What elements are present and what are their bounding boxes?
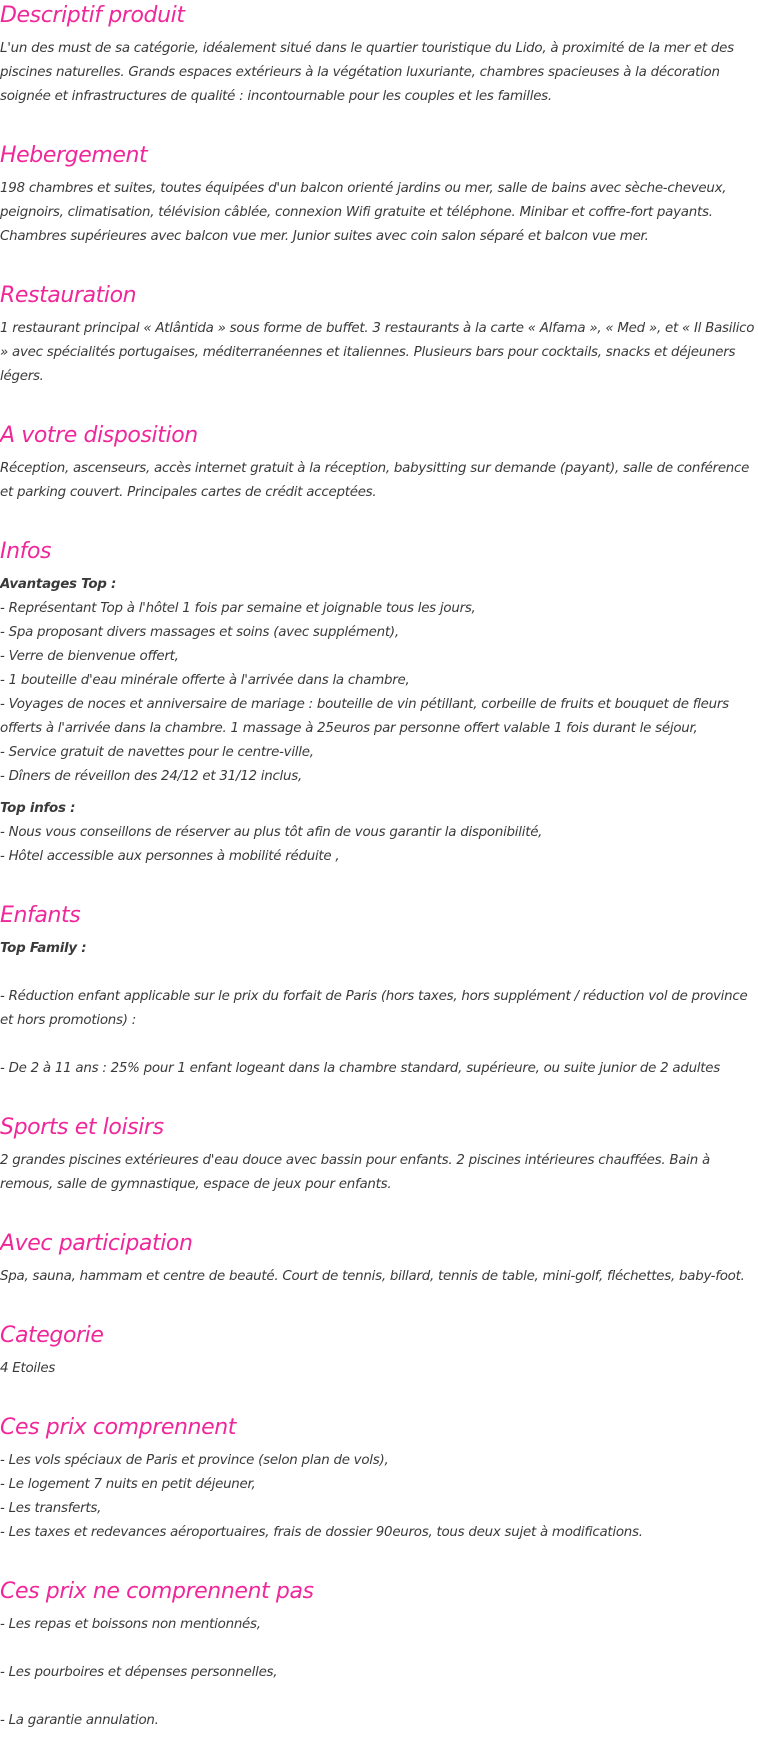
section-categorie [0, 1321, 756, 1381]
restauration-text: 1 restaurant principal « Atlântida » sous forme de buffet. 3 restaurants à la carte « Alfama », « Med », et « Il Basilico » avec spécialités portugaises, méditerranéennes et italiennes. Plusieurs bars pour cocktails, snacks et déjeuners légers. [0, 321, 755, 384]
section-enfants [0, 901, 756, 1081]
section-title-ne-comprennent: Ces prix ne comprennent pas [0, 1579, 314, 1604]
section-restauration [0, 281, 756, 389]
enfants-reduction: - Réduction enfant applicable sur le prix du forfait de Paris (hors taxes, hors supplément / réduction vol de province et hors promotions) : [0, 989, 748, 1028]
section-title-categorie: Categorie [0, 1323, 104, 1348]
section-title-hebergement: Hebergement [0, 143, 148, 168]
ne-comprennent-item: - La garantie annulation. [0, 1713, 159, 1728]
top-info-item: - Nous vous conseillons de réserver au plus tôt afin de vous garantir la disponibilité, [0, 825, 543, 840]
enfants-ages: - De 2 à 11 ans : 25% pour 1 enfant logeant dans la chambre standard, supérieure, ou suite junior de 2 adultes [0, 1061, 720, 1076]
section-title-enfants: Enfants [0, 903, 81, 928]
avantages-label: Avantages Top : [0, 577, 117, 592]
comprennent-item: - Le logement 7 nuits en petit déjeuner, [0, 1477, 256, 1492]
avantage-item: - Service gratuit de navettes pour le centre-ville, [0, 745, 314, 760]
section-title-sports: Sports et loisirs [0, 1115, 164, 1140]
section-title-descriptif: Descriptif produit [0, 3, 185, 28]
avantage-item: - Spa proposant divers massages et soins (avec supplément), [0, 625, 399, 640]
ne-comprennent-item: - Les repas et boissons non mentionnés, [0, 1617, 261, 1632]
descriptif-text: L'un des must de sa catégorie, idéalement situé dans le quartier touristique du Lido, à proximité de la mer et des piscines naturelles. Grands espaces extérieurs à la végétation luxuriante, chambres spacieuses à la décoration soignée et infrastructures de qualité : incontournable pour les couples et les familles. [0, 41, 734, 104]
section-ne-comprennent [0, 1577, 756, 1733]
top-family-label: Top Family : [0, 941, 87, 956]
section-participation [0, 1229, 756, 1289]
ne-comprennent-item: - Les pourboires et dépenses personnelles, [0, 1665, 278, 1680]
categorie-text: 4 Etoiles [0, 1361, 56, 1376]
top-infos-label: Top infos : [0, 801, 76, 816]
section-descriptif [0, 0, 756, 109]
section-title-comprennent: Ces prix comprennent [0, 1415, 237, 1440]
disposition-text: Réception, ascenseurs, accès internet gratuit à la réception, babysitting sur demande (payant), salle de conférence et parking couvert. Principales cartes de crédit acceptées. [0, 461, 750, 500]
top-info-item: - Hôtel accessible aux personnes à mobilité réduite , [0, 849, 340, 864]
section-comprennent [0, 1413, 756, 1545]
avantage-item: - Dîners de réveillon des 24/12 et 31/12 inclus, [0, 769, 302, 784]
avantage-item: - Verre de bienvenue offert, [0, 649, 179, 664]
section-title-disposition: A votre disposition [0, 423, 198, 448]
section-disposition [0, 421, 756, 505]
avantage-item: - Voyages de noces et anniversaire de mariage : bouteille de vin pétillant, corbeille de fruits et bouquet de fleurs offerts à l'arrivée dans la chambre. 1 massage à 25euros par personne offert valable 1 fois durant le séjour, [0, 697, 729, 736]
section-sports [0, 1113, 756, 1197]
sports-text: 2 grandes piscines extérieures d'eau douce avec bassin pour enfants. 2 piscines intérieures chauffées. Bain à remous, salle de gymnastique, espace de jeux pour enfants. [0, 1153, 710, 1192]
section-title-participation: Avec participation [0, 1231, 193, 1256]
hebergement-text: 198 chambres et suites, toutes équipées d'un balcon orienté jardins ou mer, salle de bains avec sèche-cheveux, peignoirs, climatisation, télévision câblée, connexion Wifi gratuite et téléphone. Minibar et coffre-fort payants. Chambres supérieures avec balcon vue mer. Junior suites avec coin salon séparé et balcon vue mer. [0, 181, 727, 244]
participation-text: Spa, sauna, hammam et centre de beauté. Court de tennis, billard, tennis de table, mini-golf, fléchettes, baby-foot. [0, 1269, 745, 1284]
section-title-infos: Infos [0, 539, 52, 564]
avantage-item: - 1 bouteille d'eau minérale offerte à l'arrivée dans la chambre, [0, 673, 410, 688]
section-hebergement [0, 141, 756, 249]
section-title-restauration: Restauration [0, 283, 137, 308]
comprennent-item: - Les vols spéciaux de Paris et province (selon plan de vols), [0, 1453, 389, 1468]
comprennent-item: - Les taxes et redevances aéroportuaires, frais de dossier 90euros, tous deux sujet à modifications. [0, 1525, 643, 1540]
avantage-item: - Représentant Top à l'hôtel 1 fois par semaine et joignable tous les jours, [0, 601, 476, 616]
section-infos [0, 537, 756, 869]
comprennent-item: - Les transferts, [0, 1501, 102, 1516]
